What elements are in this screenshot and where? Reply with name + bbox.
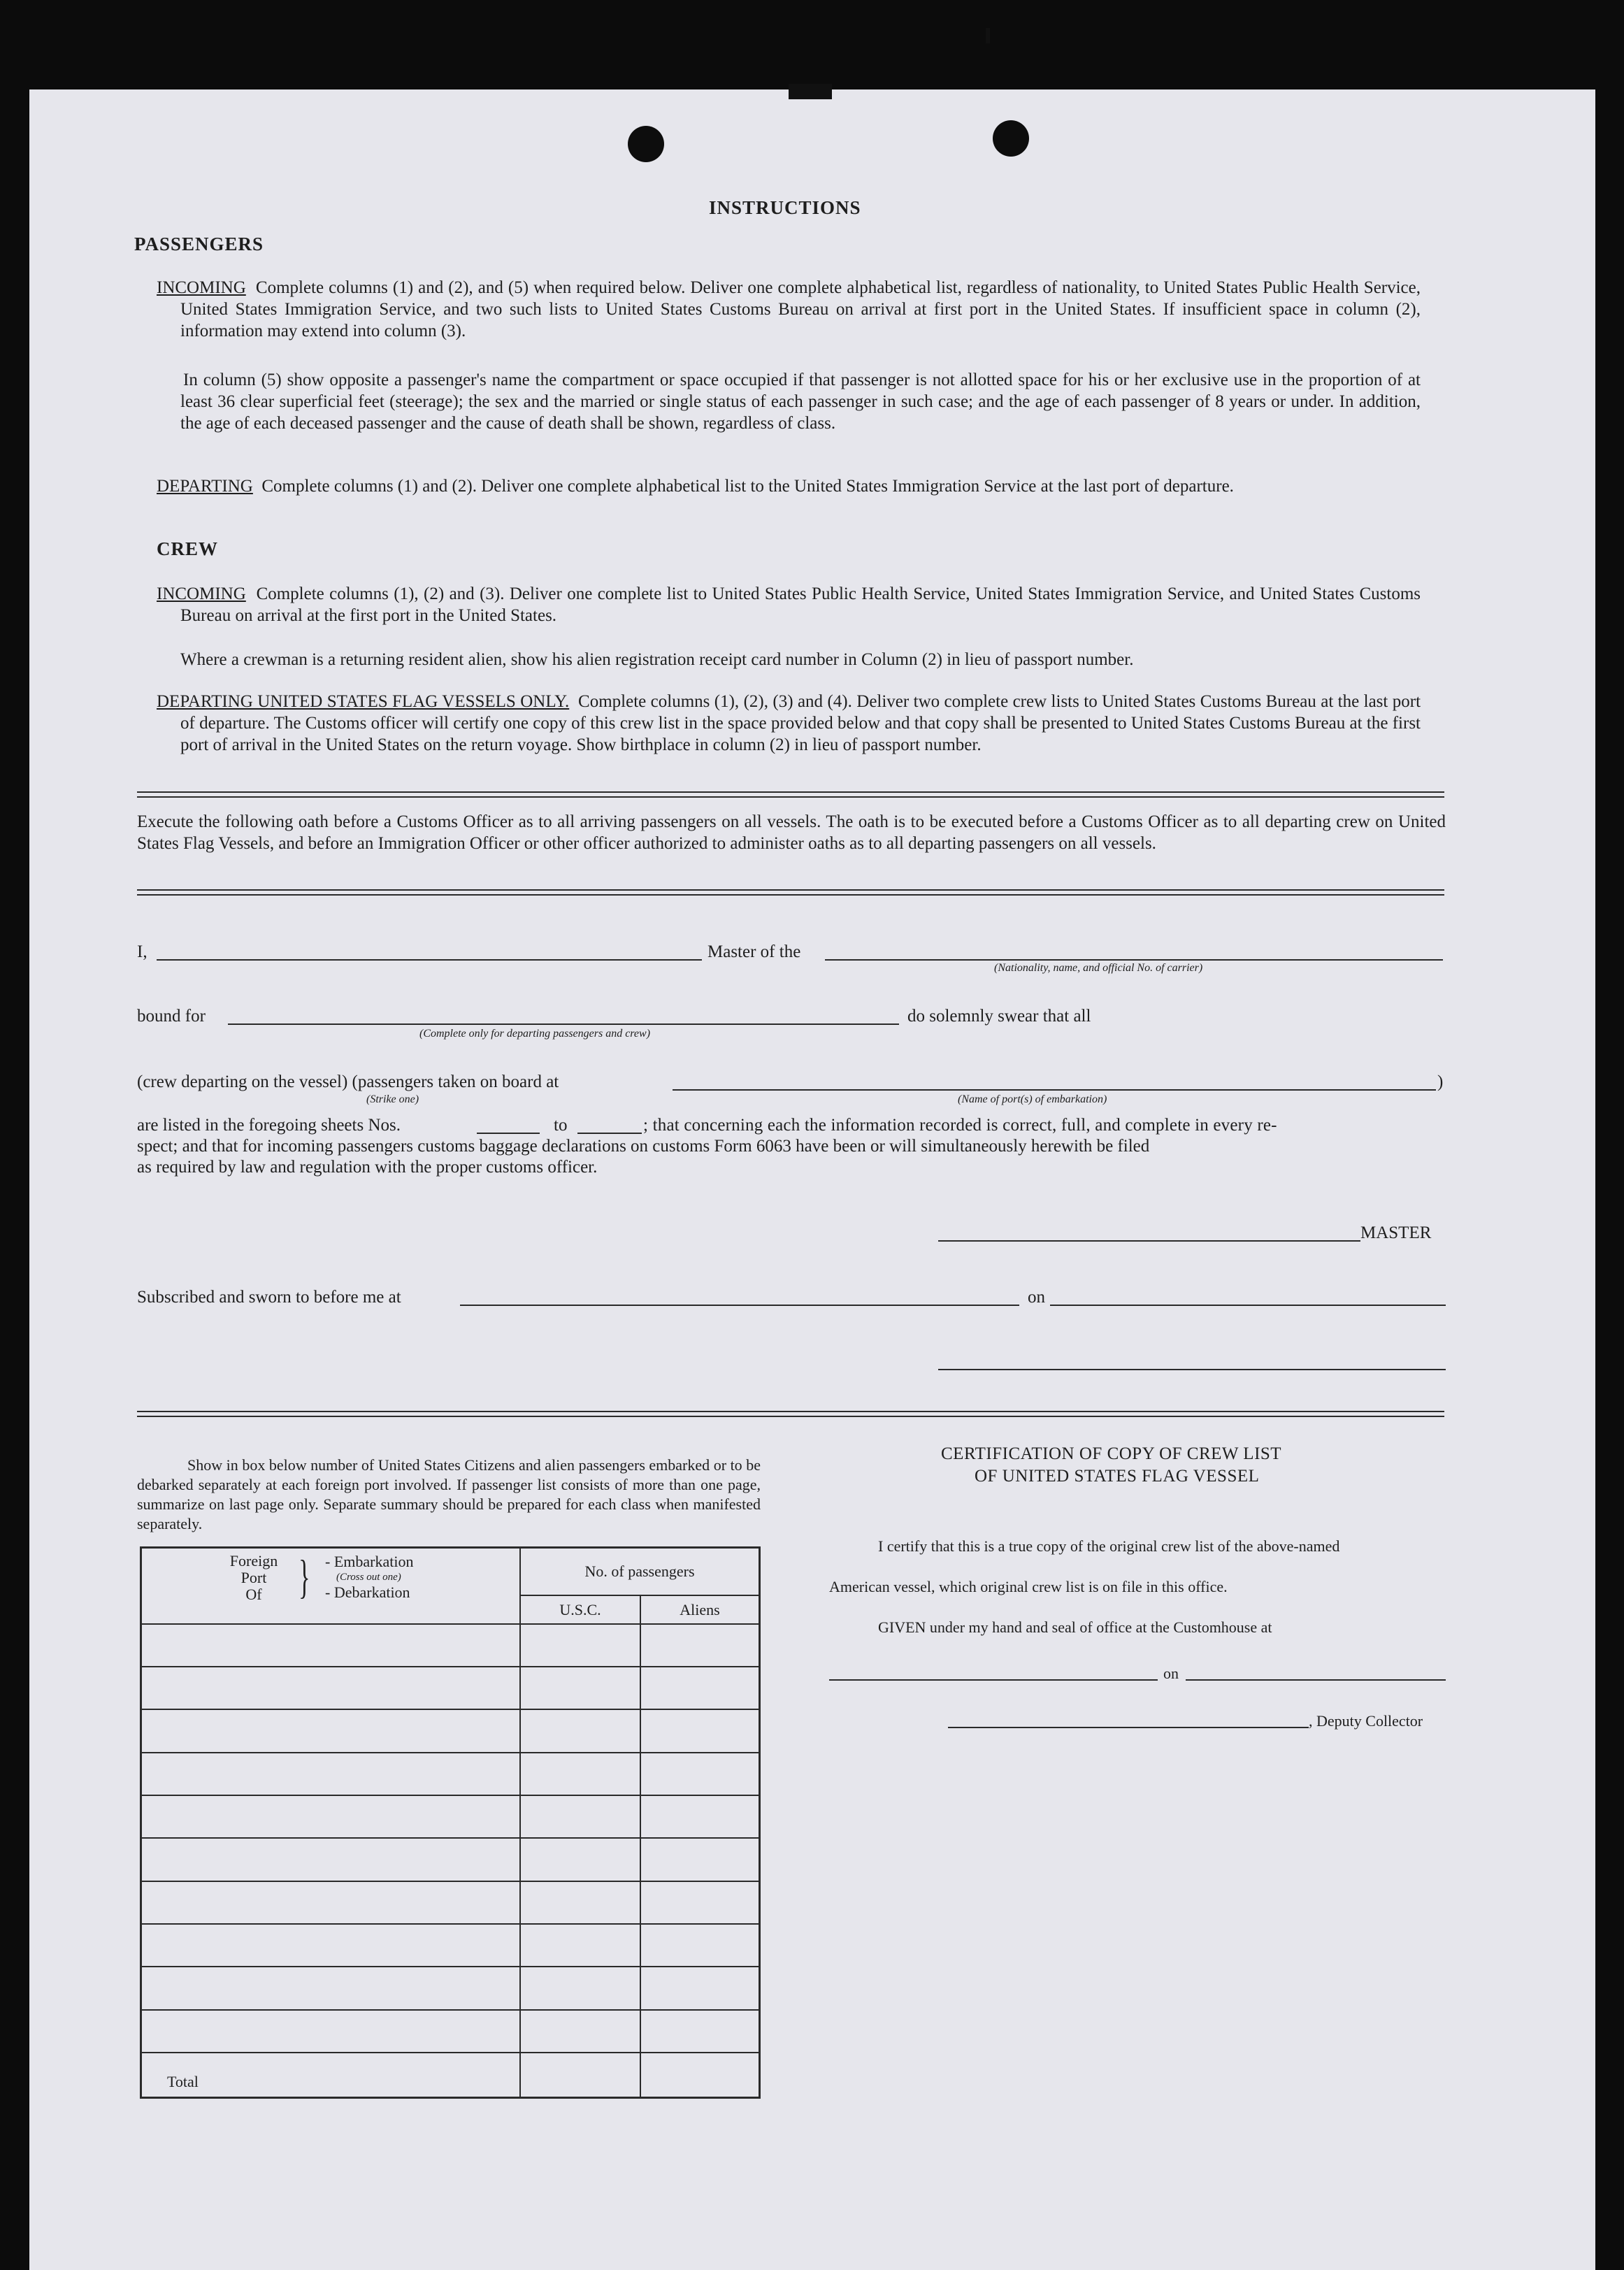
carrier-caption: (Nationality, name, and official No. of carrier): [994, 962, 1203, 974]
usc-cell[interactable]: [520, 1924, 640, 1967]
listed-rest-3: as required by law and regulation with the proper customs officer.: [137, 1158, 598, 1177]
close-paren: ): [1437, 1072, 1444, 1091]
crew-incoming-label: INCOMING: [157, 584, 246, 603]
aliens-cell[interactable]: [640, 1924, 760, 1967]
aliens-cell[interactable]: [640, 1881, 760, 1924]
certify-text-2: American vessel, which original crew list is on file in this office.: [829, 1578, 1228, 1595]
divider-3: [137, 1411, 1444, 1417]
customhouse-field[interactable]: [829, 1679, 1158, 1681]
sheet-to-label: to: [554, 1116, 568, 1135]
port-cell[interactable]: [141, 1967, 521, 2009]
listed-rest-2: spect; and that for incoming passengers customs baggage declarations on customs Form 6063 have been or will simultaneously herewith be filed: [137, 1137, 1150, 1156]
cert-date-field[interactable]: [1186, 1679, 1446, 1681]
port-cell[interactable]: [141, 1924, 521, 1967]
certification-title-2: OF UNITED STATES FLAG VESSEL: [975, 1467, 1260, 1486]
passengers-incoming-label: INCOMING: [157, 278, 246, 297]
aliens-cell[interactable]: [640, 1967, 760, 2009]
usc-header: U.S.C.: [520, 1595, 640, 1623]
crew-incoming-block: [157, 583, 1421, 626]
port-cell[interactable]: [141, 1881, 521, 1924]
port-cell[interactable]: [141, 1667, 521, 1709]
crew-departing-text: Complete columns (1), (2), (3) and (4). Deliver two complete crew lists to United States Customs Bureau at the last port of departure. The Customs officer will certify one copy of this crew list in the space provided below and that copy shall be presented to United States Customs Bureau at the first port of arrival in the United States on the return voyage. Show birthplace in column (2) in lieu of passport number.: [180, 692, 1421, 754]
certification-title-1: CERTIFICATION OF COPY OF CREW LIST: [941, 1444, 1282, 1463]
officer-signature-field[interactable]: [938, 1369, 1446, 1370]
port-label: Port: [240, 1569, 267, 1586]
usc-cell[interactable]: [520, 1753, 640, 1795]
bound-for-caption: (Complete only for departing passengers and crew): [419, 1028, 651, 1040]
port-summary-table: [140, 1546, 761, 2099]
crew-incoming-text: Complete columns (1), (2) and (3). Deliver one complete list to United States Public Health Service, United States Immigration Service, and United States Customs Bureau on arrival at the first port in the United States.: [180, 584, 1421, 625]
usc-cell[interactable]: [520, 2010, 640, 2053]
crew-returning-block: [180, 649, 1421, 670]
master-signature-field[interactable]: [938, 1240, 1360, 1242]
passengers-departing-block: [157, 475, 1421, 497]
aliens-cell[interactable]: [640, 1795, 760, 1838]
master-of-label: Master of the: [707, 942, 801, 961]
bound-for-label: bound for: [137, 1007, 206, 1026]
usc-cell[interactable]: [520, 1795, 640, 1838]
column5-block: [180, 369, 1421, 434]
usc-cell[interactable]: [520, 1667, 640, 1709]
summary-instruction-block: [137, 1456, 761, 1534]
deputy-signature-field[interactable]: [948, 1727, 1309, 1728]
subscribed-label: Subscribed and sworn to before me at: [137, 1288, 401, 1307]
aliens-cell[interactable]: [640, 1667, 760, 1709]
passengers-incoming-block: [157, 277, 1421, 342]
usc-cell[interactable]: [520, 1838, 640, 1881]
master-label: MASTER: [1360, 1223, 1432, 1242]
debarkation-label: - Debarkation: [325, 1583, 410, 1601]
top-tick-mark: [986, 28, 990, 43]
carrier-field[interactable]: [825, 959, 1443, 961]
port-cell[interactable]: [141, 1624, 521, 1667]
column5-text: In column (5) show opposite a passenger's name the compartment or space occupied if that passenger is not allotted space for his or her exclusive use in the proportion of at least 36 clear superficial feet (steerage); the sex and the married or single status of each passenger in such case; and the age of each passenger of 8 years or under. In addition, the age of each deceased passenger and the cause of death shall be shown, regardless of class.: [180, 371, 1421, 433]
embarkation-label: - Embarkation: [325, 1553, 414, 1570]
port-cell[interactable]: [141, 1709, 521, 1752]
port-cell[interactable]: [141, 1838, 521, 1881]
deputy-collector-label: , Deputy Collector: [1309, 1712, 1423, 1730]
aliens-cell[interactable]: [640, 1753, 760, 1795]
foreign-label: Foreign: [229, 1552, 278, 1569]
oath-instruction-block: [137, 811, 1446, 854]
sheet-from-field[interactable]: [477, 1133, 540, 1134]
top-edge-mark: [789, 84, 832, 99]
cert-on-label: on: [1163, 1665, 1179, 1682]
crew-returning-text: Where a crewman is a returning resident alien, show his alien registration receipt card number in Column (2) in lieu of passport number.: [180, 650, 1134, 669]
sworn-on-label: on: [1028, 1288, 1045, 1307]
port-cell[interactable]: [141, 2010, 521, 2053]
usc-cell[interactable]: [520, 1624, 640, 1667]
master-name-field[interactable]: [157, 959, 702, 961]
passengers-incoming-text: Complete columns (1) and (2), and (5) when required below. Deliver one complete alphabetical list, regardless of nationality, to United States Public Health Service, United States Immigration Service, and two such lists to United States Customs Bureau on arrival at first port in the United States. If insufficient space in column (2), information may extend into column (3).: [180, 278, 1421, 340]
usc-cell[interactable]: [520, 1881, 640, 1924]
crew-departing-label: DEPARTING UNITED STATES FLAG VESSELS ONLY.: [157, 692, 570, 711]
embarkation-caption: (Name of port(s) of embarkation): [958, 1093, 1107, 1105]
divider-2: [137, 889, 1444, 896]
passengers-heading: PASSENGERS: [134, 234, 264, 254]
oath-instruction-text: Execute the following oath before a Customs Officer as to all arriving passengers on all vessels. The oath is to be executed before a Customs Officer as to all departing crew on United States Flag Vessels, and before an Immigration Officer or other officer authorized to administer oaths as to all departing passengers on all vessels.: [137, 812, 1446, 853]
divider-1: [137, 791, 1444, 798]
foreign-port-header: [141, 1548, 521, 1624]
crew-passengers-label: (crew departing on the vessel) (passengers taken on board at: [137, 1072, 559, 1091]
sworn-date-field[interactable]: [1050, 1305, 1446, 1306]
port-cell[interactable]: [141, 1795, 521, 1838]
summary-instruction-text: Show in box below number of United States Citizens and alien passengers embarked or to be debarked separately at each foreign port involved. If passenger list consists of more than one page, summarize on last page only. Separate summary should be prepared for each class when manifested separately.: [137, 1456, 761, 1532]
aliens-cell[interactable]: [640, 1624, 760, 1667]
passengers-departing-label: DEPARTING: [157, 477, 253, 496]
oath-i-label: I,: [137, 942, 148, 961]
usc-total-cell[interactable]: [520, 2053, 640, 2097]
given-text: GIVEN under my hand and seal of office at the Customhouse at: [878, 1618, 1272, 1636]
crew-departing-block: [157, 691, 1421, 756]
instructions-title: INSTRUCTIONS: [709, 197, 861, 218]
strike-one-caption: (Strike one): [366, 1093, 419, 1105]
total-label-cell: Total: [141, 2053, 521, 2097]
crew-heading: CREW: [157, 538, 219, 559]
embarkation-port-field[interactable]: [673, 1089, 1436, 1091]
certify-text-1: I certify that this is a true copy of the original crew list of the above-named: [878, 1537, 1340, 1555]
aliens-cell[interactable]: [640, 1838, 760, 1881]
aliens-total-cell[interactable]: [640, 2053, 760, 2097]
brace-icon: }: [299, 1550, 310, 1603]
aliens-header: Aliens: [640, 1595, 760, 1623]
swear-label: do solemnly swear that all: [907, 1007, 1091, 1026]
port-cell[interactable]: [141, 1753, 521, 1795]
aliens-cell[interactable]: [640, 1709, 760, 1752]
passengers-departing-text: Complete columns (1) and (2). Deliver one complete alphabetical list to the United States Immigration Service at the last port of departure.: [261, 477, 1234, 496]
punch-hole-right: [993, 120, 1029, 157]
usc-cell[interactable]: [520, 1709, 640, 1752]
aliens-cell[interactable]: [640, 2010, 760, 2053]
listed-prefix: are listed in the foregoing sheets Nos.: [137, 1116, 401, 1135]
no-passengers-header: No. of passengers: [520, 1548, 760, 1596]
bound-for-field[interactable]: [228, 1023, 899, 1025]
punch-hole-left: [628, 126, 664, 162]
sworn-place-field[interactable]: [460, 1305, 1019, 1306]
of-label: Of: [245, 1586, 262, 1603]
usc-cell[interactable]: [520, 1967, 640, 2009]
sheet-to-field[interactable]: [577, 1133, 642, 1134]
cross-out-caption: (Cross out one): [336, 1572, 401, 1583]
listed-rest-1: ; that concerning each the information recorded is correct, full, and complete in every re-: [643, 1116, 1277, 1135]
